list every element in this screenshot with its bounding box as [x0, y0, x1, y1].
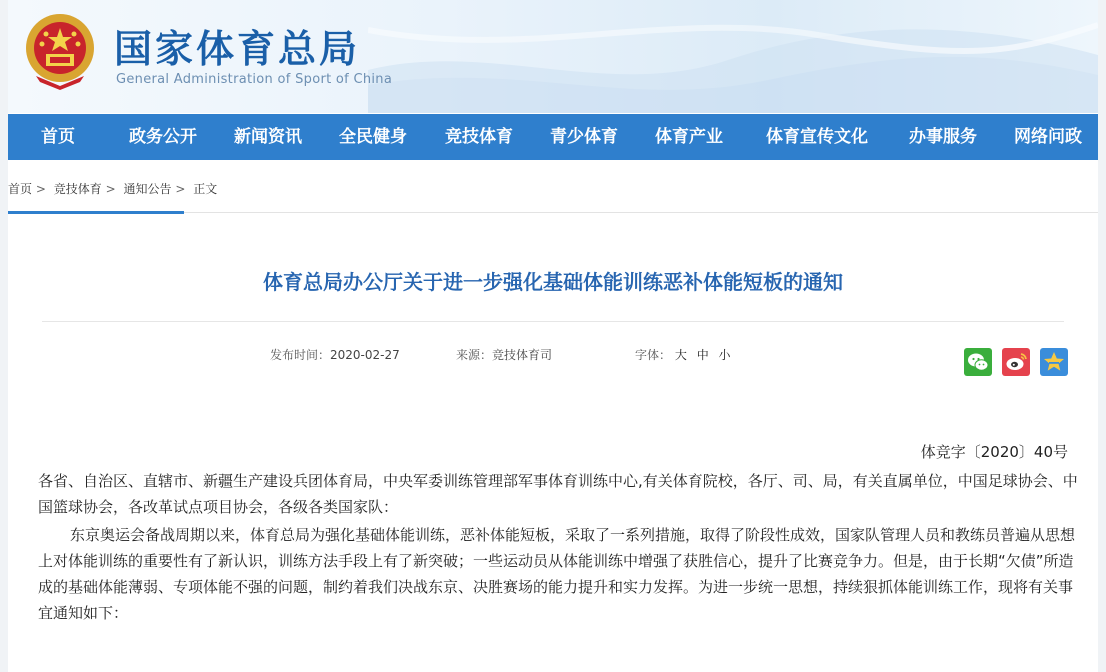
article-title: 体育总局办公厅关于进一步强化基础体能训练恶补体能短板的通知 [263, 270, 843, 294]
nav-item-government-affairs[interactable]: 政务公开 [129, 127, 197, 147]
breadcrumb-notices[interactable]: 通知公告 [123, 182, 172, 196]
site-title: 国家体育总局 [114, 27, 361, 71]
site-subtitle: General Administration of Sport of China [116, 72, 393, 87]
article-source [456, 346, 552, 363]
main-nav [8, 114, 1098, 160]
page [8, 0, 1098, 672]
font-size-medium-button[interactable]: 中 [696, 348, 709, 362]
addressee-paragraph: 各省、自治区、直辖市、新疆生产建设兵团体育局，中央军委训练管理部军事体育训练中心,有关体育院校，各厅、司、局，有关直属单位，中国足球协会、中国篮球协会，各改革试点项目协会，各级各类国家队： [38, 472, 1078, 516]
qzone-icon[interactable] [1040, 348, 1068, 376]
nav-item-competitive-sports[interactable]: 竞技体育 [445, 127, 513, 147]
nav-item-news[interactable]: 新闻资讯 [234, 127, 302, 147]
breadcrumb-separator: > [105, 182, 116, 196]
document-number: 体竞字〔2020〕40号 [920, 443, 1068, 461]
breadcrumb-home[interactable]: 首页 [8, 182, 33, 196]
weibo-icon[interactable] [1002, 348, 1030, 376]
font-size-control [635, 346, 737, 363]
publish-date [270, 346, 400, 363]
nav-item-national-fitness[interactable]: 全民健身 [339, 127, 407, 147]
header-wave-decoration [368, 0, 1098, 113]
nav-item-sports-culture[interactable]: 体育宣传文化 [766, 127, 868, 147]
breadcrumb-separator: > [175, 182, 186, 196]
source-label: 来源： [456, 348, 493, 362]
nav-item-sports-industry[interactable]: 体育产业 [655, 127, 723, 147]
publish-date-value: 2020-02-27 [330, 348, 400, 362]
font-size-large-button[interactable]: 大 [674, 348, 687, 362]
nav-item-services[interactable]: 办事服务 [909, 127, 977, 147]
breadcrumb-current: 正文 [193, 182, 218, 196]
article-paragraph [38, 468, 1078, 520]
wechat-icon[interactable] [964, 348, 992, 376]
breadcrumb-separator: > [35, 182, 46, 196]
article-paragraph [38, 522, 1078, 626]
body-paragraph: 东京奥运会备战周期以来，体育总局为强化基础体能训练，恶补体能短板，采取了一系列措施，取得了阶段性成效，国家队管理人员和教练员普遍从思想上对体能训练的重要性有了新认识，训练方法手段上有了新突破；一些运动员从体能训练中增强了获胜信心，提升了比赛竞争力。但是，由于长期“欠债”所造成的基础体能薄弱、专项体能不强的问题，制约着我们决战东京、决胜赛场的能力提升和实力发挥。为进一步统一思想，持续狠抓体能训练工作，现将有关事宜通知如下： [38, 526, 1076, 622]
font-size-small-button[interactable]: 小 [718, 348, 731, 362]
national-emblem-icon[interactable] [22, 10, 98, 92]
publish-date-label: 发布时间： [270, 348, 331, 362]
nav-item-online-inquiry[interactable]: 网络问政 [1014, 127, 1082, 147]
breadcrumb [8, 180, 221, 197]
site-header [8, 0, 1098, 113]
font-size-label: 字体： [635, 348, 672, 362]
nav-item-home[interactable]: 首页 [41, 127, 75, 147]
source-value: 竞技体育司 [492, 348, 553, 362]
breadcrumb-accent-bar [8, 211, 184, 214]
nav-item-youth-sports[interactable]: 青少体育 [550, 127, 618, 147]
breadcrumb-competitive-sports[interactable]: 竞技体育 [53, 182, 102, 196]
title-divider [42, 321, 1064, 322]
